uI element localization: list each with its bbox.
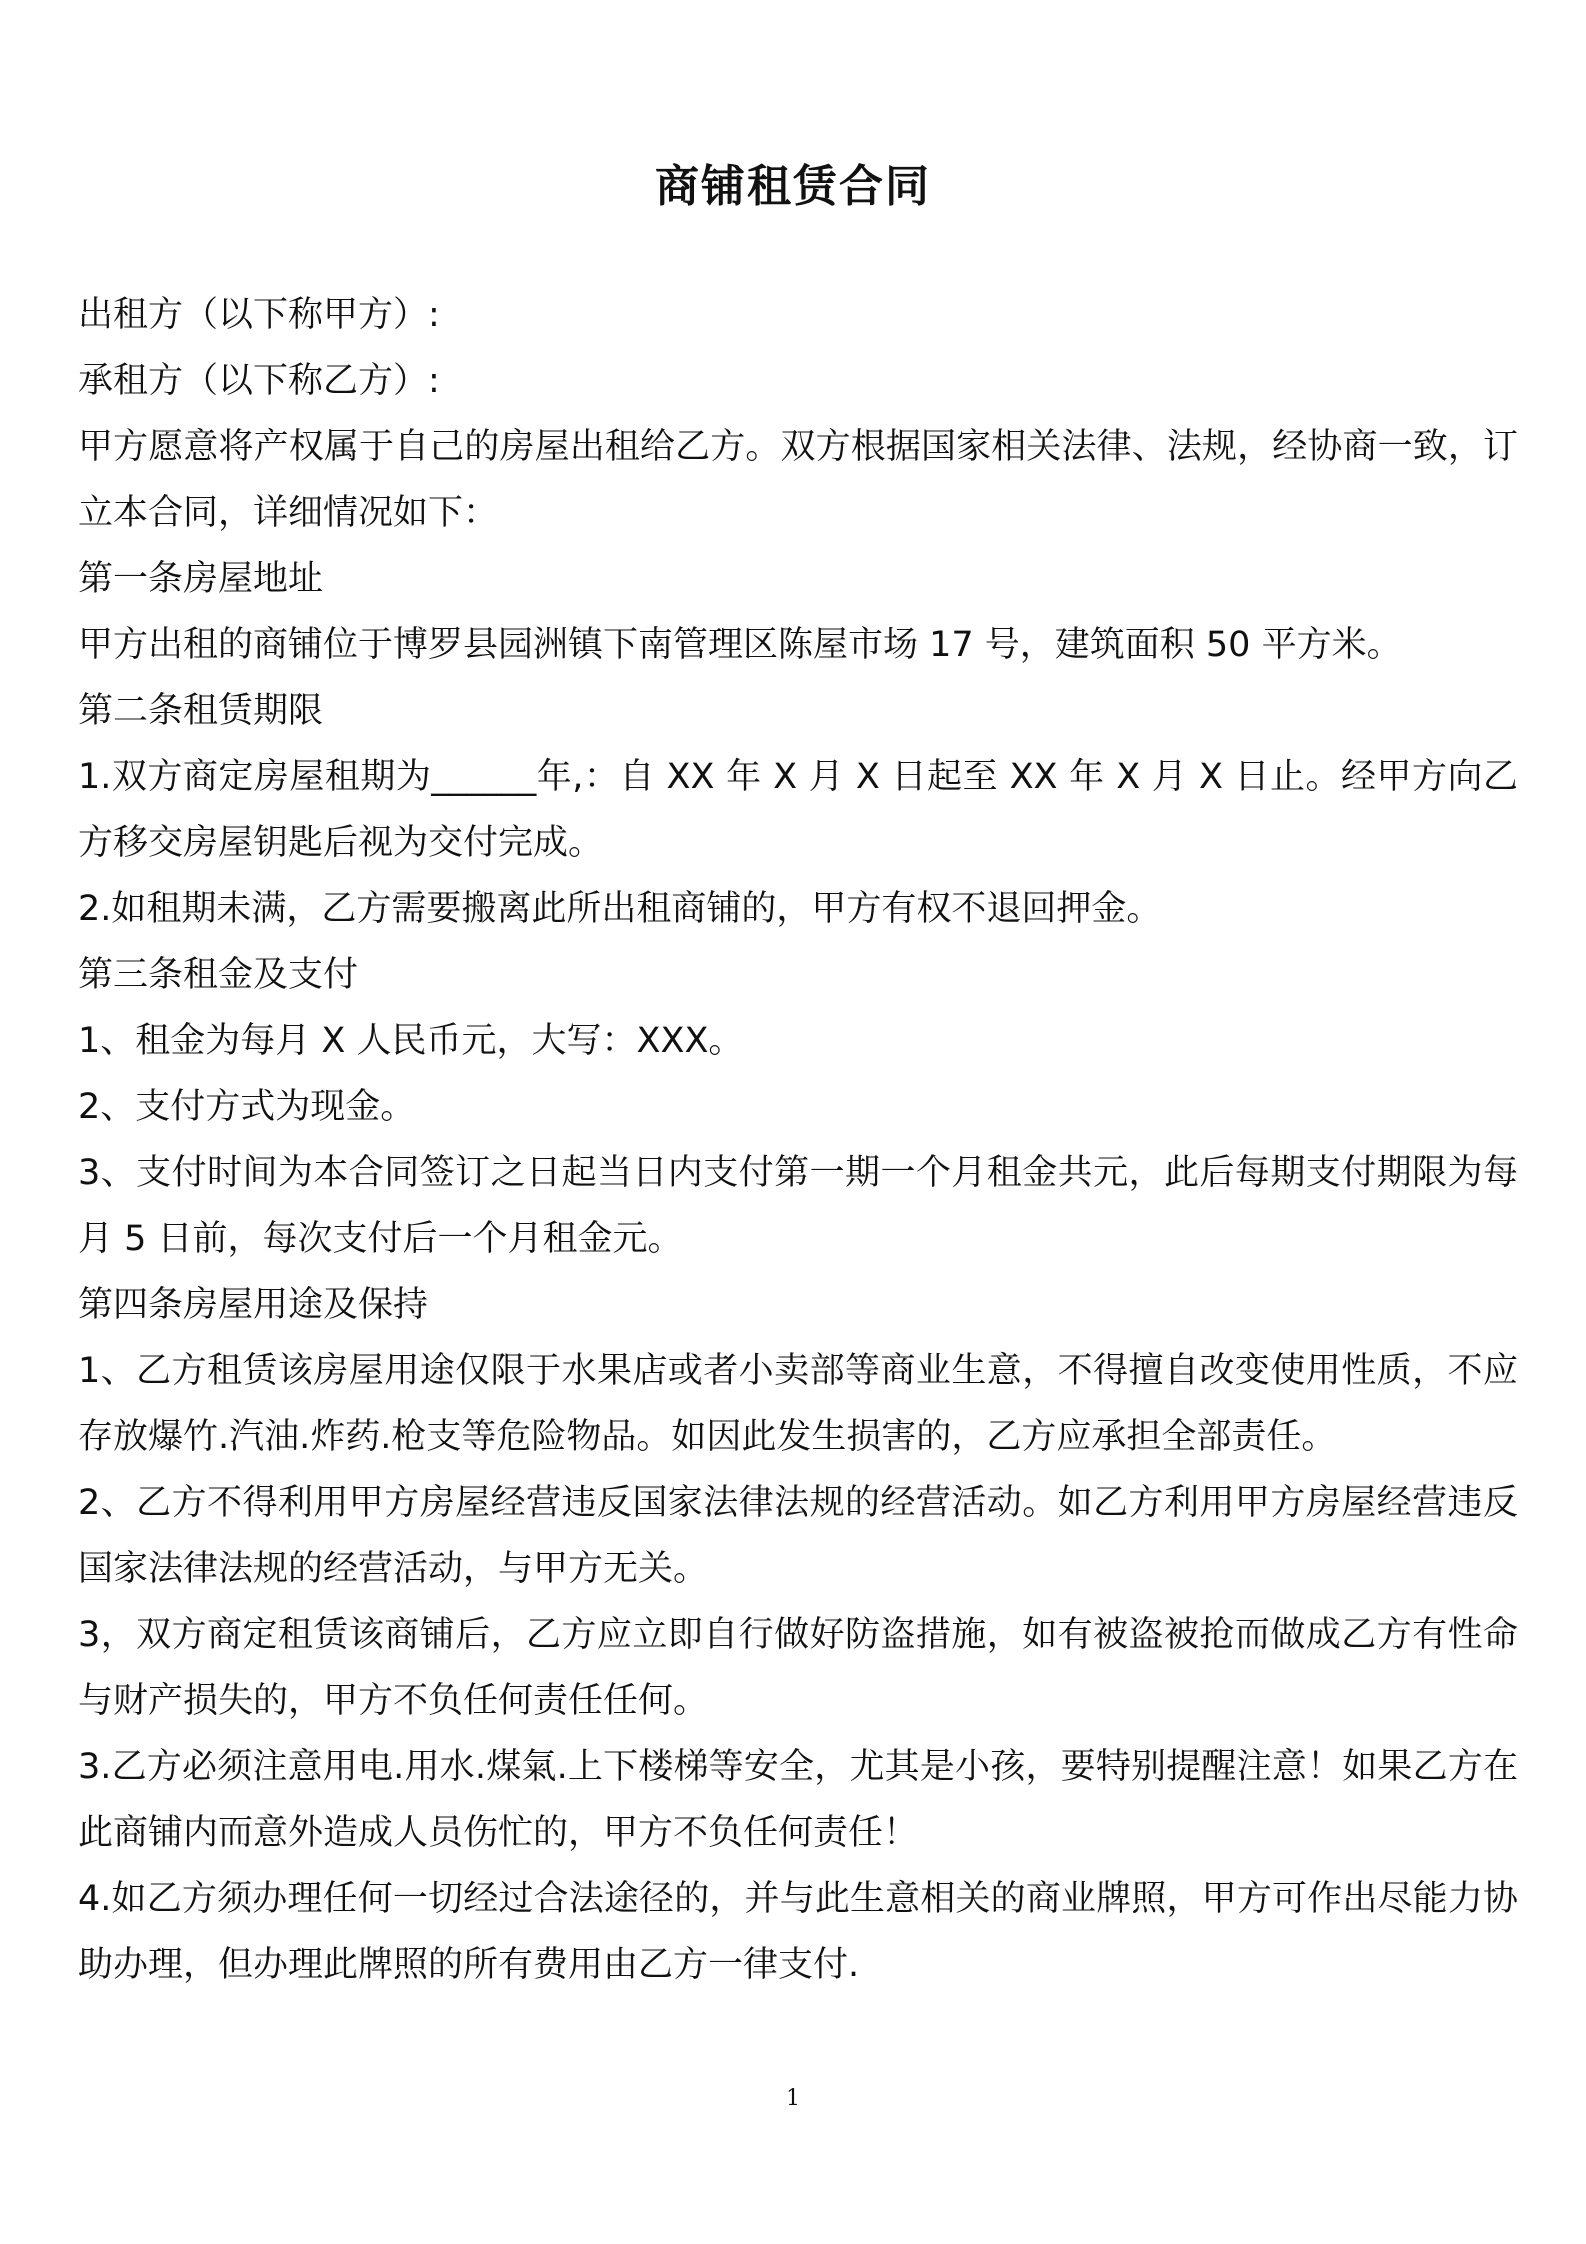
page-number: 1 bbox=[786, 2086, 800, 2111]
paragraph-preamble: 甲方愿意将产权属于自己的房屋出租给乙方。双方根据国家相关法律、法规，经协商一致，订立本合同，详细情况如下： bbox=[78, 427, 1518, 533]
section-heading-1: 第一条房屋地址 bbox=[78, 559, 324, 599]
clause-3-2: 2、支付方式为现金。 bbox=[78, 1087, 416, 1127]
section-heading-4: 第四条房屋用途及保持 bbox=[78, 1285, 429, 1325]
clause-4-3b: 3.乙方必须注意用电.用水.煤氣.上下楼梯等安全，尤其是小孩，要特别提醒注意！如果乙方在此商铺内而意外造成人员伤忙的，甲方不负任何责任！ bbox=[78, 1747, 1518, 1853]
document-title: 商铺租赁合同 bbox=[655, 161, 931, 212]
section-heading-3: 第三条租金及支付 bbox=[78, 955, 359, 995]
paragraph-lessee: 承租方（以下称乙方）: bbox=[78, 361, 440, 401]
document-body bbox=[78, 282, 1518, 1998]
clause-2-1: 1.双方商定房屋租期为______年,：自 XX 年 X 月 X 日起至 XX 年 X 月 X 日止。经甲方向乙方移交房屋钥匙后视为交付完成。 bbox=[78, 757, 1518, 863]
clause-3-3: 3、支付时间为本合同签订之日起当日内支付第一期一个月租金共元，此后每期支付期限为每月 5 日前，每次支付后一个月租金元。 bbox=[78, 1153, 1518, 1259]
paragraph-lessor: 出租方（以下称甲方）: bbox=[78, 295, 440, 335]
clause-2-2: 2.如租期未满，乙方需要搬离此所出租商铺的，甲方有权不退回押金。 bbox=[78, 889, 1162, 929]
clause-4-4: 4.如乙方须办理任何一切经过合法途径的，并与此生意相关的商业牌照，甲方可作出尽能力协助办理，但办理此牌照的所有费用由乙方一律支付. bbox=[78, 1879, 1518, 1985]
clause-4-3: 3，双方商定租赁该商铺后，乙方应立即自行做好防盗措施，如有被盗被抢而做成乙方有性命与财产损失的，甲方不负任何责任任何。 bbox=[78, 1615, 1518, 1721]
clause-4-1: 1、乙方租赁该房屋用途仅限于水果店或者小卖部等商业生意，不得擅自改变使用性质，不应存放爆竹.汽油.炸药.枪支等危险物品。如因此发生损害的，乙方应承担全部责任。 bbox=[78, 1351, 1518, 1457]
clause-3-1: 1、租金为每月 X 人民币元，大写：XXX。 bbox=[78, 1021, 744, 1061]
paragraph-address: 甲方出租的商铺位于博罗县园洲镇下南管理区陈屋市场 17 号，建筑面积 50 平方米。 bbox=[78, 625, 1402, 665]
clause-4-2: 2、乙方不得利用甲方房屋经营违反国家法律法规的经营活动。如乙方利用甲方房屋经营违反国家法律法规的经营活动，与甲方无关。 bbox=[78, 1483, 1518, 1589]
section-heading-2: 第二条租赁期限 bbox=[78, 691, 324, 731]
